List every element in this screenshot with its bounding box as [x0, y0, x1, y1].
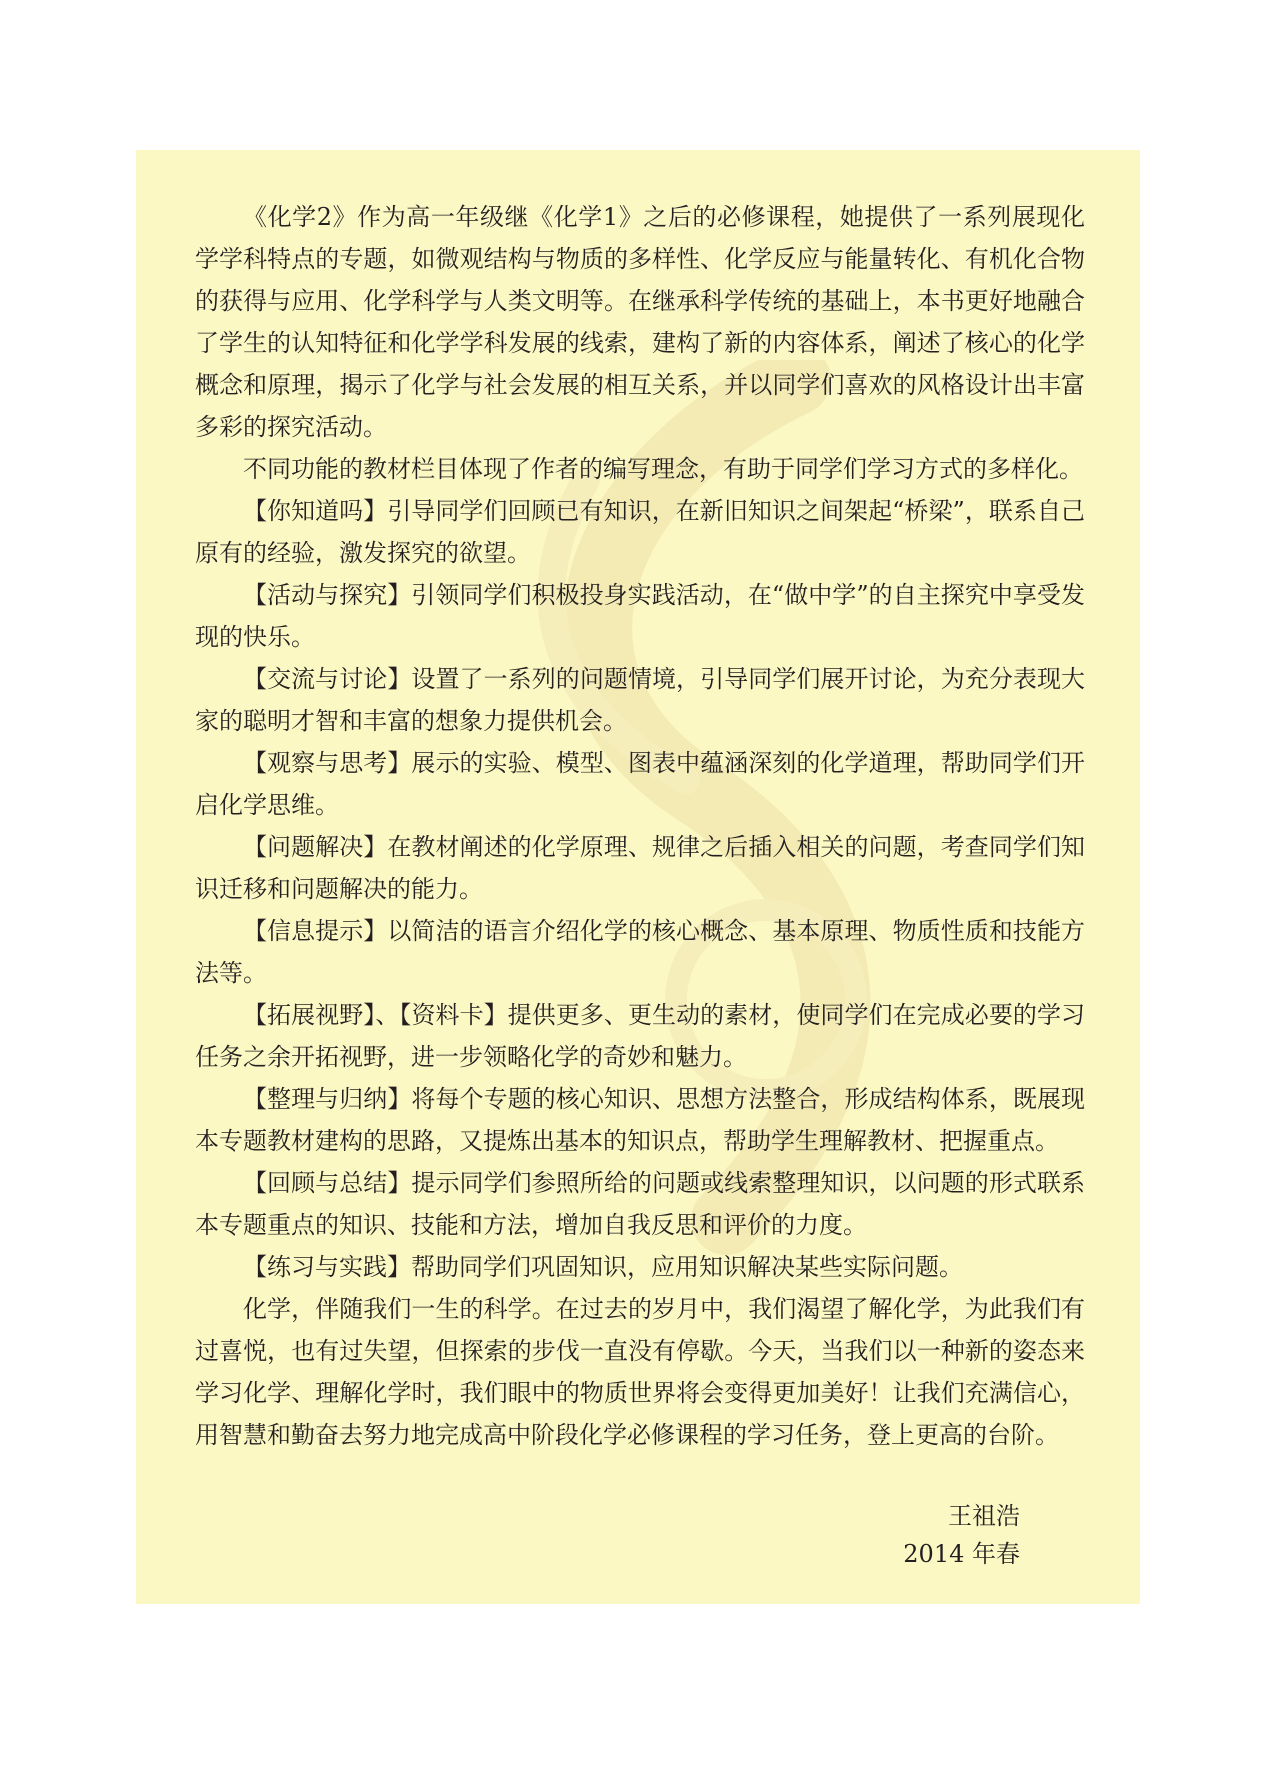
column-problem-solving: 【问题解决】在教材阐述的化学原理、规律之后插入相关的问题，考查同学们知识迁移和问题解决的能力。	[195, 833, 1085, 903]
column-information-tip: 【信息提示】以简洁的语言介绍化学的核心概念、基本原理、物质性质和技能方法等。	[195, 917, 1085, 987]
closing-paragraph: 化学，伴随我们一生的科学。在过去的岁月中，我们渴望了解化学，为此我们有过喜悦，也有过失望，但探索的步伐一直没有停歇。今天，当我们以一种新的姿态来学习化学、理解化学时，我们眼中的物质世界将会变得更加美好！让我们充满信心，用智慧和勤奋去努力地完成高中阶段化学必修课程的学习任务，登上更高的台阶。	[195, 1295, 1085, 1449]
signature-name: 王祖浩	[948, 1502, 1020, 1530]
intro-paragraph: 《化学2》作为高一年级继《化学1》之后的必修课程，她提供了一系列展现化学学科特点的专题，如微观结构与物质的多样性、化学反应与能量转化、有机化合物的获得与应用、化学科学与人类文明等。在继承科学传统的基础上，本书更好地融合了学生的认知特征和化学学科发展的线索，建构了新的内容体系，阐述了核心的化学概念和原理，揭示了化学与社会发展的相互关系，并以同学们喜欢的风格设计出丰富多彩的探究活动。	[195, 203, 1085, 441]
column-review-summary: 【回顾与总结】提示同学们参照所给的问题或线索整理知识，以问题的形式联系本专题重点的知识、技能和方法，增加自我反思和评价的力度。	[195, 1169, 1085, 1239]
column-observe-think: 【观察与思考】展示的实验、模型、图表中蕴涵深刻的化学道理，帮助同学们开启化学思维。	[195, 749, 1085, 819]
column-organize-summarize: 【整理与归纳】将每个专题的核心知识、思想方法整合，形成结构体系，既展现本专题教材建构的思路，又提炼出基本的知识点，帮助学生理解教材、把握重点。	[195, 1085, 1085, 1155]
column-exchange-discussion: 【交流与讨论】设置了一系列的问题情境，引导同学们展开讨论，为充分表现大家的聪明才智和丰富的想象力提供机会。	[195, 665, 1085, 735]
column-practice: 【练习与实践】帮助同学们巩固知识，应用知识解决某些实际问题。	[243, 1253, 963, 1281]
column-activity-inquiry: 【活动与探究】引领同学们积极投身实践活动，在“做中学”的自主探究中享受发现的快乐。	[195, 581, 1085, 651]
column-expand-horizon: 【拓展视野】、【资料卡】提供更多、更生动的素材，使同学们在完成必要的学习任务之余开拓视野，进一步领略化学的奇妙和魅力。	[195, 1001, 1085, 1071]
signature-date: 2014 年春	[903, 1540, 1020, 1568]
preface-panel	[136, 150, 1140, 1604]
preface-body	[195, 196, 1085, 1456]
column-did-you-know: 【你知道吗】引导同学们回顾已有知识，在新旧知识之间架起“桥梁”，联系自己原有的经验，激发探究的欲望。	[195, 497, 1085, 567]
columns-intro-paragraph: 不同功能的教材栏目体现了作者的编写理念，有助于同学们学习方式的多样化。	[243, 455, 1083, 483]
